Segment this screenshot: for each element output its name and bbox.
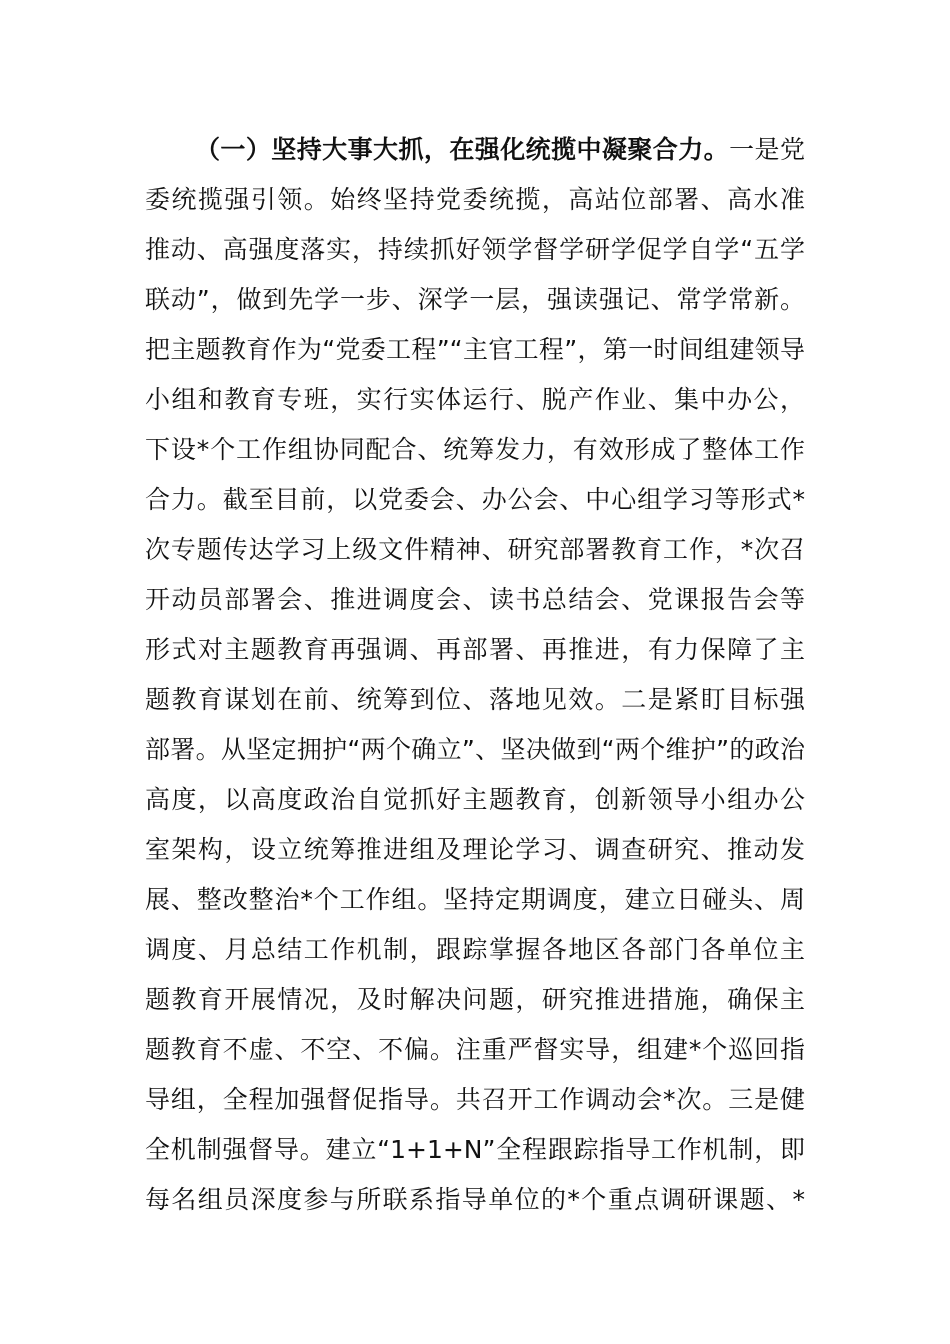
paragraph-line: 题教育开展情况，及时解决问题，研究推进措施，确保主 [145, 985, 805, 1014]
paragraph-line: 推动、高强度落实，持续抓好领学督学研学促学自学“五学 [145, 235, 805, 264]
paragraph-line: 联动”，做到先学一步、深学一层，强读强记、常学常新。 [145, 285, 805, 314]
body-paragraph [145, 125, 805, 1225]
paragraph-line: 题教育谋划在前、统筹到位、落地见效。二是紧盯目标强 [145, 685, 805, 714]
paragraph-line: 全机制强督导。建立“1+1+N”全程跟踪指导工作机制，即 [145, 1135, 805, 1164]
paragraph-line: 把主题教育作为“党委工程”“主官工程”，第一时间组建领导 [145, 335, 805, 364]
section-heading: （一）坚持大事大抓，在强化统揽中凝聚合力。 [195, 135, 730, 164]
paragraph-line: 委统揽强引领。始终坚持党委统揽，高站位部署、高水准 [145, 185, 805, 214]
paragraph-line: 下设*个工作组协同配合、统筹发力，有效形成了整体工作 [145, 435, 805, 464]
paragraph-line: 开动员部署会、推进调度会、读书总结会、党课报告会等 [145, 585, 805, 614]
paragraph-line: 导组，全程加强督促指导。共召开工作调动会*次。三是健 [145, 1085, 805, 1114]
paragraph-line: 合力。截至目前，以党委会、办公会、中心组学习等形式* [145, 485, 805, 514]
paragraph-line: 调度、月总结工作机制，跟踪掌握各地区各部门各单位主 [145, 935, 805, 964]
paragraph-line: 次专题传达学习上级文件精神、研究部署教育工作，*次召 [145, 535, 805, 564]
paragraph-line: 每名组员深度参与所联系指导单位的*个重点调研课题、* [145, 1185, 805, 1214]
paragraph-line-1 [145, 125, 805, 175]
paragraph-line: 室架构，设立统筹推进组及理论学习、调查研究、推动发 [145, 835, 805, 864]
paragraph-line: 高度，以高度政治自觉抓好主题教育，创新领导小组办公 [145, 785, 805, 814]
paragraph-line: 展、整改整治*个工作组。坚持定期调度，建立日碰头、周 [145, 885, 805, 914]
paragraph-line: 题教育不虚、不空、不偏。注重严督实导，组建*个巡回指 [145, 1035, 805, 1064]
paragraph-line: 形式对主题教育再强调、再部署、再推进，有力保障了主 [145, 635, 805, 664]
paragraph-line: 小组和教育专班，实行实体运行、脱产作业、集中办公， [145, 385, 805, 414]
paragraph-line: 部署。从坚定拥护“两个确立”、坚决做到“两个维护”的政治 [145, 735, 805, 764]
paragraph-line-1-rest: 一是党 [729, 135, 805, 164]
